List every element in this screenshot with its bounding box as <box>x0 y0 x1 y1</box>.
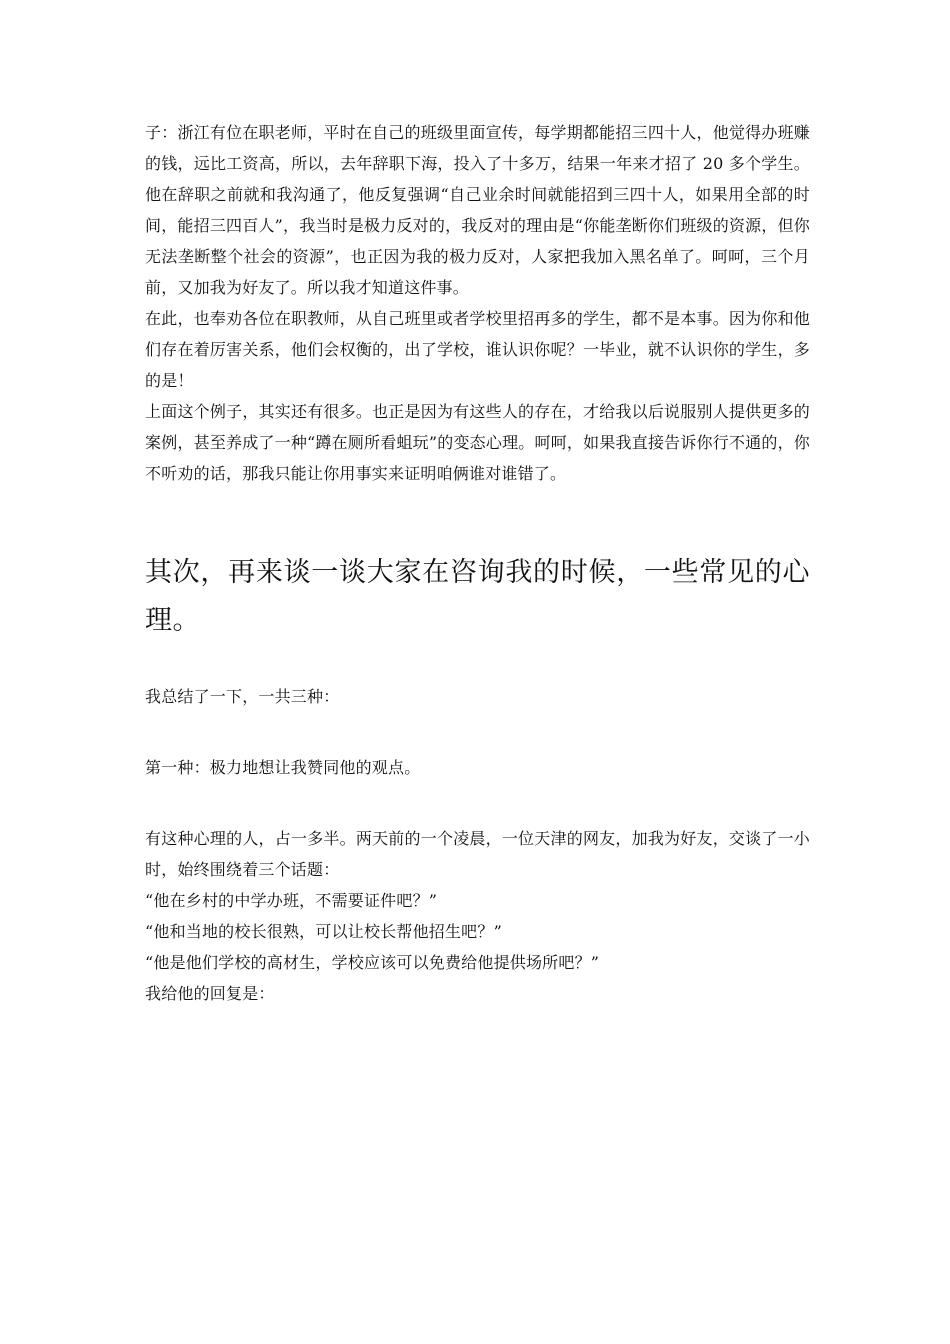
document-page <box>145 117 810 1009</box>
spacer <box>145 489 810 549</box>
summary-line: 我总结了一下，一共三种： <box>145 687 340 706</box>
body-paragraph: 子：浙江有位在职老师，平时在自己的班级里面宣传，每学期都能招三四十人，他觉得办班赚的钱，远比工资高，所以，去年辞职下海，投入了十多万，结果一年来才招了 20 多个学生。他在辞职之前就和我沟通了，他反复强调“自己业余时间就能招到三四十人，如果用全部的时间，能招三四百人”，我当时是极力反对的，我反对的理由是“你能垄断你们班级的资源，但你无法垄断整个社会的资源”，也正因为我的极力反对，人家把我加入黑名单了。呵呵，三个月前，又加我为好友了。所以我才知道这件事。 <box>145 123 810 297</box>
first-type-line: 第一种：极力地想让我赞同他的观点。 <box>145 758 421 777</box>
spacer <box>145 712 810 752</box>
story-paragraph: 有这种心理的人，占一多半。两天前的一个凌晨，一位天津的网友，加我为好友，交谈了一小时，始终围绕着三个话题： <box>145 829 810 879</box>
quoted-question: “他和当地的校长很熟，可以让校长帮他招生吧？” <box>145 922 502 941</box>
spacer <box>145 645 810 681</box>
quoted-question: “他是他们学校的高材生，学校应该可以免费给他提供场所吧？” <box>145 953 600 972</box>
section-heading: 其次，再来谈一谈大家在咨询我的时候，一些常见的心理。 <box>145 557 810 636</box>
quoted-question: “他在乡村的中学办班，不需要证件吧？” <box>145 891 438 910</box>
body-paragraph: 上面这个例子，其实还有很多。也正是因为有这些人的存在，才给我以后说服别人提供更多的案例，甚至养成了一种“蹲在厕所看蛆玩”的变态心理。呵呵，如果我直接告诉你行不通的，你不听劝的话，那我只能让你用事实来证明咱俩谁对谁错了。 <box>145 402 810 483</box>
body-paragraph: 在此，也奉劝各位在职教师，从自己班里或者学校里招再多的学生，都不是本事。因为你和他们存在着厉害关系，他们会权衡的，出了学校，谁认识你呢？一毕业，就不认识你的学生，多的是！ <box>145 309 810 390</box>
reply-intro: 我给他的回复是： <box>145 984 275 1003</box>
spacer <box>145 783 810 823</box>
